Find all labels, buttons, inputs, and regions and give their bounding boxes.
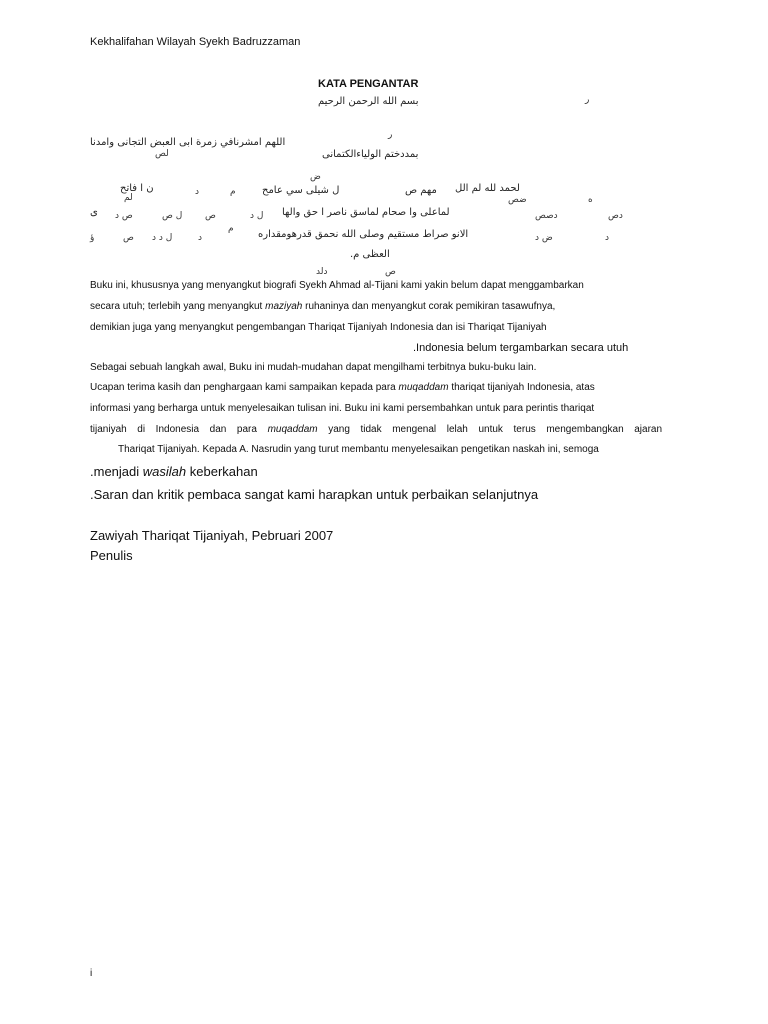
arabic-line-4-mid: لماعلى وا صحام لماسق ناصر ا حق والها: [282, 207, 450, 218]
page-number: i: [90, 968, 93, 979]
arabic-fragment: ص: [123, 233, 134, 243]
arabic-fragment: دصص: [535, 211, 558, 221]
paragraph-1-line-4: .Indonesia belum tergambarkan secara utuh: [413, 342, 629, 354]
arabic-fragment: ص: [385, 267, 396, 277]
arabic-fragment: ض د: [535, 233, 553, 243]
arabic-line-5: الانو صراط مستقيم وصلى الله نحمق قدرهومقداره: [258, 229, 469, 240]
text-segment: .menjadi: [90, 464, 140, 479]
arabic-fragment: دص: [608, 211, 623, 221]
paragraph-3-line-3: [90, 424, 662, 436]
arabic-fragment: م: [228, 224, 234, 234]
arabic-fragment: ل د د: [152, 233, 173, 243]
arabic-fragment: ض: [310, 172, 321, 182]
italic-term: wasilah: [142, 464, 187, 479]
arabic-fragment: د: [198, 233, 203, 243]
arabic-fragment: ص د: [115, 211, 133, 221]
paragraph-1-line-2: [90, 301, 555, 313]
arabic-fragment: ص: [205, 211, 216, 221]
page-title: KATA PENGANTAR: [318, 78, 419, 90]
text-segment: thariqat tijaniyah Indonesia, atas: [451, 382, 595, 393]
signature-author: Penulis: [90, 548, 133, 563]
text-segment: keberkahan: [189, 464, 258, 479]
arabic-fragment: ر: [585, 95, 590, 105]
arabic-fragment: ل ص: [162, 211, 183, 221]
paragraph-3-line-5: [90, 464, 258, 480]
arabic-line-2-left: اللهم امشرنافي زمرة ابى العبض التجانى وامدنا: [90, 137, 286, 148]
arabic-fragment: دلد: [316, 267, 328, 277]
paragraph-4-line-1: .Saran dan kritik pembaca sangat kami harapkan untuk perbaikan selanjutnya: [90, 487, 539, 502]
arabic-line-3-left: ن ا فاتح: [120, 183, 154, 194]
arabic-fragment: ه: [588, 195, 593, 205]
arabic-line-4-left: ى: [90, 207, 98, 218]
arabic-fragment: د: [605, 233, 610, 243]
arabic-fragment: د: [195, 187, 200, 197]
paragraph-3-line-1: [90, 382, 595, 394]
italic-term: maziyah: [265, 301, 303, 312]
arabic-fragment: لم: [124, 193, 133, 203]
arabic-fragment: ل د: [250, 211, 264, 221]
arabic-line-6: العظى م.: [350, 249, 390, 260]
paragraph-1-line-1: Buku ini, khususnya yang menyangkut biografi Syekh Ahmad al-Tijani kami yakin belum dapat menggambarkan: [90, 280, 584, 291]
text-segment: ruhaninya dan menyangkut corak pemikiran tasawufnya,: [305, 301, 556, 312]
italic-term: muqaddam: [267, 424, 318, 435]
arabic-line-3-right: لحمد لله لم الل: [455, 183, 520, 194]
arabic-fragment: ر: [388, 130, 393, 140]
signature-place-date: Zawiyah Thariqat Tijaniyah, Pebruari 2007: [90, 528, 334, 543]
arabic-basmalah: بسم الله الرحمن الرحيم: [318, 96, 419, 107]
arabic-line-2-right: بمددختم الولياءالكتمانى: [322, 149, 419, 160]
paragraph-3-line-2: informasi yang berharga untuk menyelesaikan tulisan ini. Buku ini kami persembahkan untuk para perintis thariqat: [90, 403, 595, 414]
text-segment: tijaniyah di Indonesia dan para: [90, 424, 257, 435]
text-segment: secara utuh; terlebih yang menyangkut: [90, 301, 263, 312]
arabic-fragment: ؤ: [90, 233, 95, 243]
text-segment: yang tidak mengenal lelah untuk terus mengembangkan ajaran: [328, 424, 663, 435]
paragraph-1-line-3: demikian juga yang menyangkut pengembangan Thariqat Tijaniyah Indonesia dan isi Thariqat Tijaniyah: [90, 322, 547, 333]
running-header: Kekhalifahan Wilayah Syekh Badruzzaman: [90, 36, 301, 48]
arabic-line-3-mid: ل شيلى سي عامح: [262, 185, 340, 196]
paragraph-3-line-4: Thariqat Tijaniyah. Kepada A. Nasrudin yang turut membantu menyelesaikan pengetikan naskah ini, semoga: [118, 444, 599, 455]
paragraph-2-line-1: Sebagai sebuah langkah awal, Buku ini mudah-mudahan dapat mengilhami terbitnya buku-buku lain.: [90, 362, 537, 373]
italic-term: muqaddam: [398, 382, 449, 393]
arabic-fragment: م: [230, 187, 236, 197]
text-segment: Ucapan terima kasih dan penghargaan kami sampaikan kepada para: [90, 382, 396, 393]
arabic-line-3-mid2: مهم ص: [405, 185, 437, 196]
arabic-fragment: لص: [155, 149, 169, 159]
arabic-fragment: ضص: [508, 195, 527, 205]
